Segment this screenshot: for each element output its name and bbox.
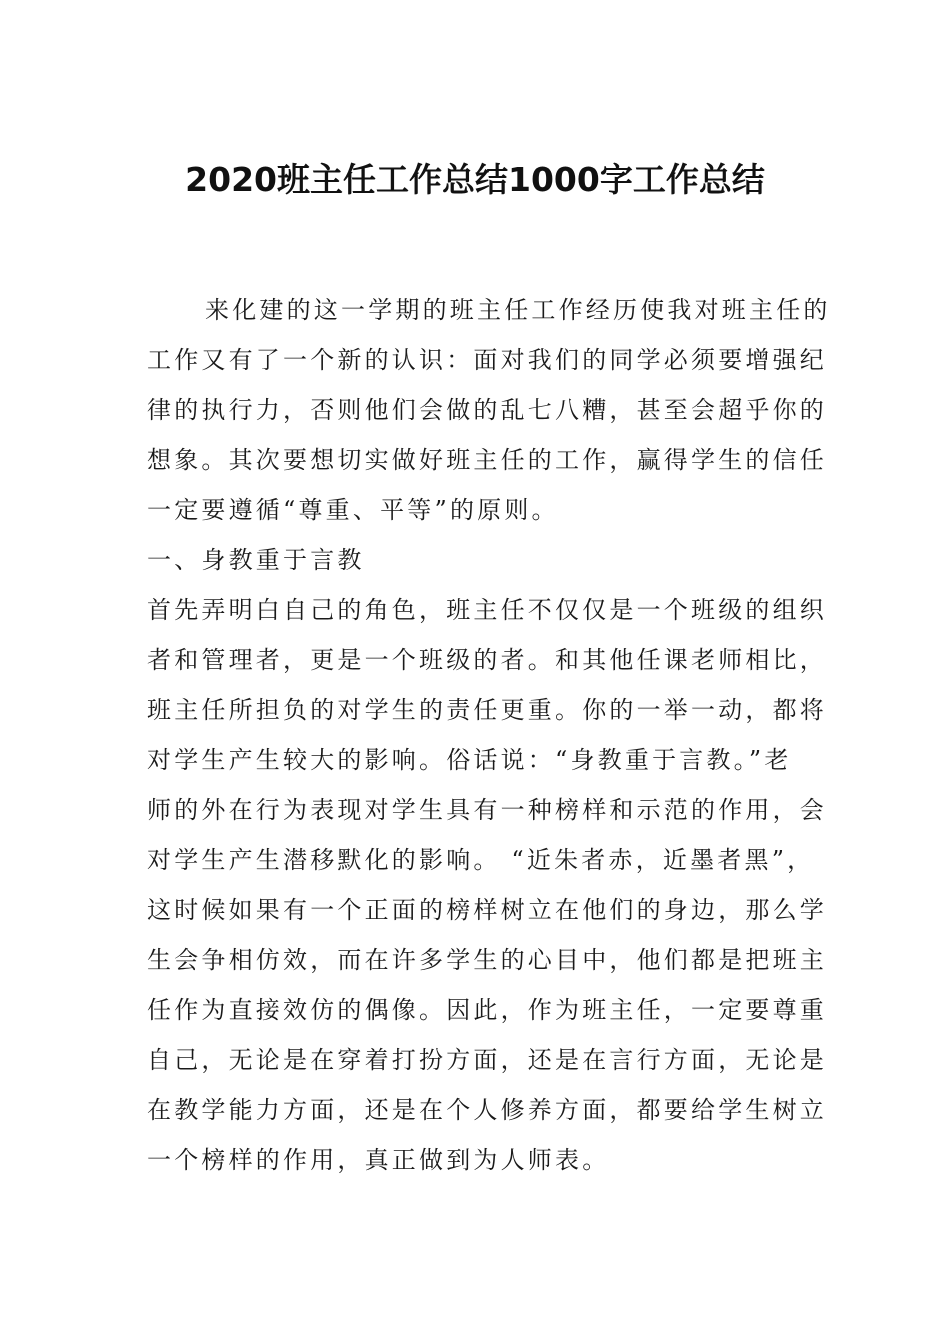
text-line: 这时候如果有一个正面的榜样树立在他们的身边，那么学 (147, 896, 827, 924)
text-line: 首先弄明白自己的角色，班主任不仅仅是一个班级的组织 (147, 596, 827, 624)
text-line: 对学生产生潜移默化的影响。 “近朱者赤，近墨者黑”， (147, 846, 815, 874)
section-heading (147, 535, 807, 585)
intro-paragraph (147, 285, 831, 535)
text-line: 律的执行力，否则他们会做的乱七八糟，甚至会超乎你的 (147, 396, 827, 424)
text-line: 班主任所担负的对学生的责任更重。你的一举一动，都将 (147, 696, 827, 724)
section-paragraph (147, 585, 827, 1185)
text-line: 来化建的这一学期的班主任工作经历使我对班主任的 (205, 296, 831, 324)
text-line: 一个榜样的作用，真正做到为人师表。 (147, 1146, 610, 1174)
document-title: 2020班主任工作总结1000字工作总结 (185, 160, 765, 199)
text-line: 对学生产生较大的影响。俗话说：“身教重于言教。”老 (147, 746, 792, 774)
text-line: 一定要遵循“尊重、平等”的原则。 (147, 496, 559, 524)
text-line: 在教学能力方面，还是在个人修养方面，都要给学生树立 (147, 1096, 827, 1124)
document-body (147, 285, 831, 1185)
text-line: 任作为直接效仿的偶像。因此，作为班主任，一定要尊重 (147, 996, 827, 1024)
text-line: 师的外在行为表现对学生具有一种榜样和示范的作用，会 (147, 796, 827, 824)
text-line: 自己，无论是在穿着打扮方面，还是在言行方面，无论是 (147, 1046, 827, 1074)
text-line: 者和管理者，更是一个班级的者。和其他任课老师相比， (147, 646, 827, 674)
heading-text: 一、身教重于言教 (147, 546, 365, 574)
text-line: 工作又有了一个新的认识：面对我们的同学必须要增强纪 (147, 346, 827, 374)
text-line: 生会争相仿效，而在许多学生的心目中，他们都是把班主 (147, 946, 827, 974)
text-line: 想象。其次要想切实做好班主任的工作，赢得学生的信任 (147, 446, 827, 474)
